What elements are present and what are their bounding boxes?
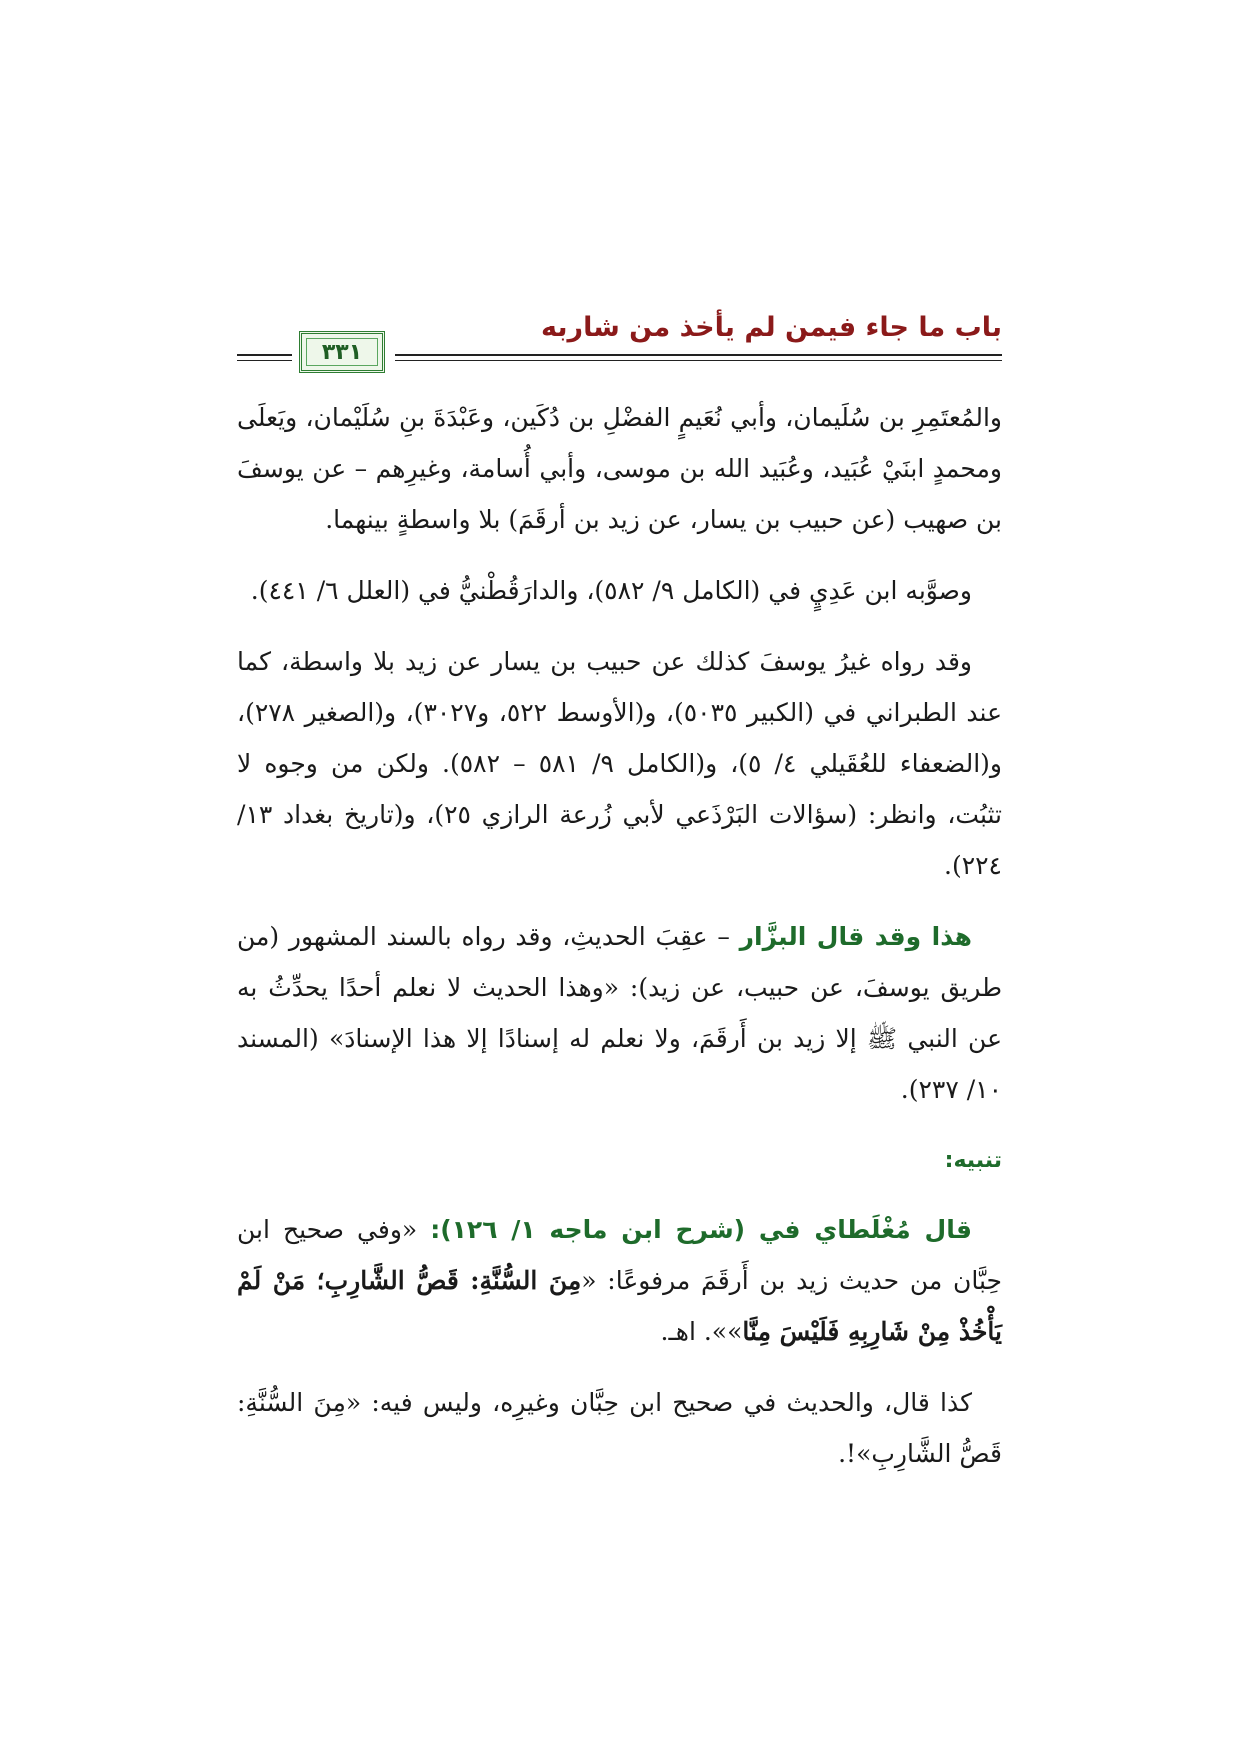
header-rule-right-lower [395, 360, 1002, 361]
paragraph-6: كذا قال، والحديث في صحيح ابن حِبَّان وغيرِه، وليس فيه: «مِنَ السُّنَّةِ: قَصُّ الشَّارِبِ»!. [237, 1388, 1002, 1468]
paragraph-1: والمُعتَمِرِ بن سُلَيمان، وأبي نُعَيمٍ الفضْلِ بن دُكَين، وعَبْدَةَ بنِ سُلَيْمان، ويَعلَى ومحمدٍ ابنَيْ عُبَيد، وعُبَيد الله بن موسى، وأبي أُسامة، وغيرِهم – عن يوسفَ بن صهيب (عن حبيب بن يسار، عن زيد بن أرقَمَ) بلا واسطةٍ بينهما. [237, 403, 1002, 534]
chapter-title: باب ما جاء فيمن لم يأخذ من شاربه [541, 312, 1002, 343]
hadith-text: مِنَ السُّنَّةِ: قَصُّ الشَّارِبِ؛ مَنْ لَمْ يَأْخُذْ مِنْ شَارِبِهِ فَلَيْسَ مِنَّا [237, 1266, 1002, 1346]
paragraph-3: وقد رواه غيرُ يوسفَ كذلك عن حبيب بن يسار عن زيد بلا واسطة، كما عند الطبراني في (الكبير ٥٠٣٥)، و(الأوسط ٥٢٢، و٣٠٢٧)، و(الصغير ٢٧٨)، و(الضعفاء للعُقَيلي ٤/ ٥)، و(الكامل ٩/ ٥٨١ – ٥٨٢). ولكن من وجوه لا تثبُت، وانظر: (سؤالات البَرْذَعي لأبي زُرعة الرازي ٢٥)، و(تاريخ بغداد ١٣/ ٢٢٤). [237, 647, 1003, 880]
bazzar-quote: – عقِبَ الحديثِ، وقد رواه بالسند المشهور (من طريق يوسفَ، عن حبيب، عن زيد): «وهذا الحديث لا نعلم أحدًا يحدِّثُ به عن النبي ﷺ إلا زيد بن أَرقَمَ، ولا نعلم له إسنادًا إلا هذا الإسنادَ» (المسند ١٠/ ٢٣٧). [237, 922, 1002, 1104]
mughaltay-end: »». اهـ. [660, 1317, 743, 1346]
mughaltay-text: «وفي صحيح ابن حِبَّان من حديث زيد بن أَرقَمَ مرفوعًا: « [237, 1215, 1002, 1295]
header-rule-right [395, 354, 1002, 356]
paragraph-4 [237, 911, 1002, 1115]
running-header [237, 312, 1002, 372]
bazzar-lead: هذا وقد قال البزَّار [739, 922, 972, 951]
page-number-frame [299, 331, 385, 373]
paragraph-5 [237, 1204, 1002, 1357]
page-number: ٣٣١ [321, 339, 363, 365]
header-rule-left [237, 354, 292, 356]
header-rule-left-lower [237, 360, 292, 361]
paragraph-2: وصوَّبه ابن عَدِيٍ في (الكامل ٩/ ٥٨٢)، والدارَقُطْنيُّ في (العلل ٦/ ٤٤١). [250, 576, 972, 605]
mughaltay-lead: قال مُغْلَطاي في (شرح ابن ماجه ١/ ١٢٦): [430, 1215, 972, 1244]
main-text [237, 392, 1002, 1499]
note-heading: تنبيه: [944, 1148, 1002, 1173]
